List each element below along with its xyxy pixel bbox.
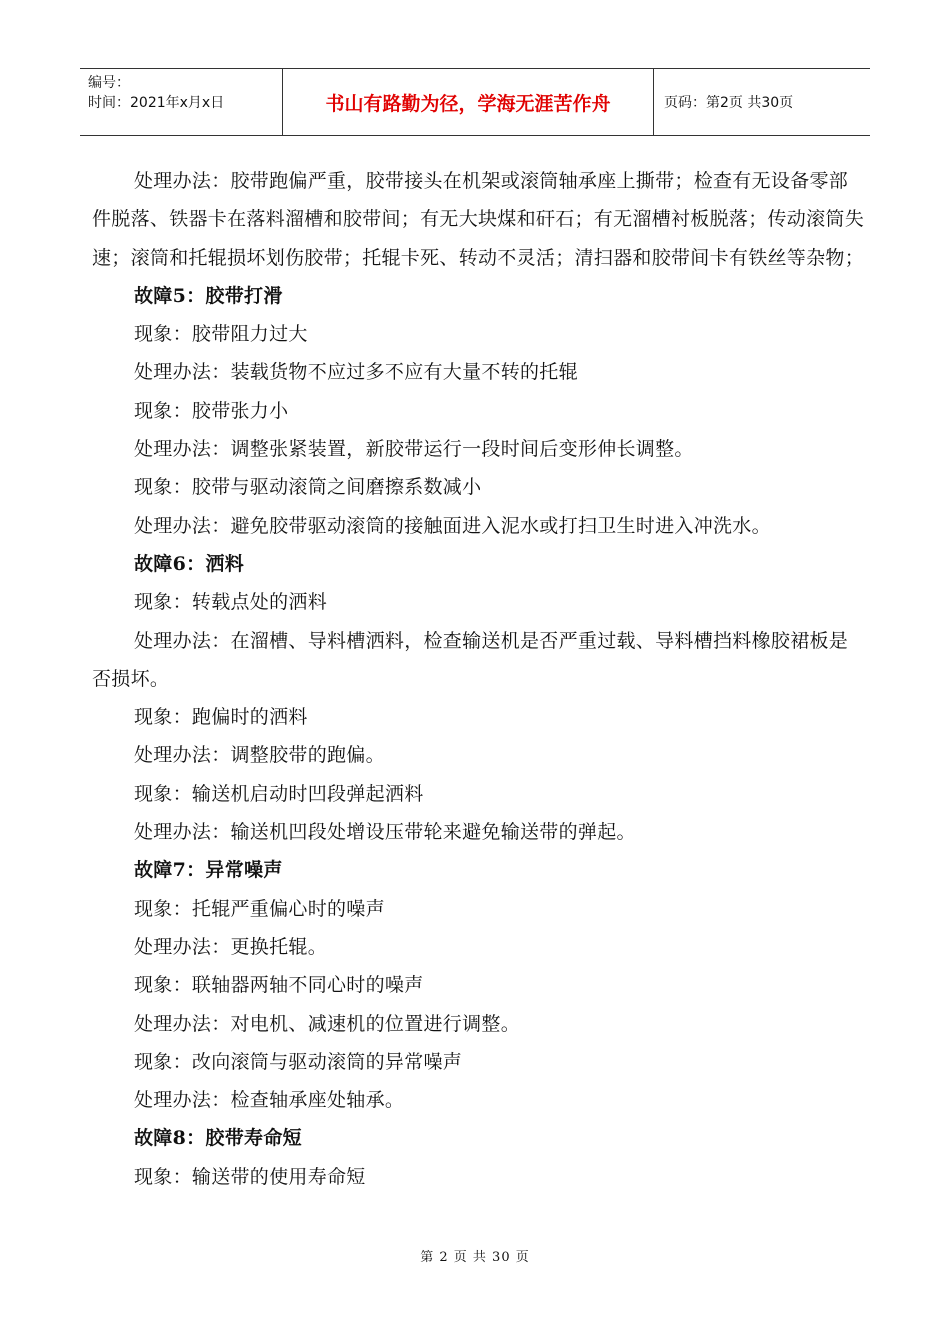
body-paragraph: 处理办法：胶带跑偏严重，胶带接头在机架或滚筒轴承座上撕带；检查有无设备零部件脱落、铁器卡在落料溜槽和胶带间；有无大块煤和矸石；有无溜槽衬板脱落；传动滚筒失速；滚筒和托辊损坏划伤胶带；托辊卡死、转动不灵活；清扫器和胶带间卡有铁丝等杂物； [92,170,865,269]
body-paragraph: 现象：转载点处的洒料 [134,591,328,614]
section-heading: 故障5：胶带打滑 [134,284,283,307]
document-body [92,162,867,1196]
header-motto: 书山有路勤为径，学海无涯苦作舟 [283,69,654,135]
body-paragraph: 现象：胶带与驱动滚筒之间磨擦系数减小 [134,476,482,499]
body-paragraph: 现象：胶带张力小 [134,399,289,422]
number-label: 编号： [88,75,130,91]
body-paragraph: 现象：胶带阻力过大 [134,323,308,346]
body-paragraph: 现象：改向滚筒与驱动滚筒的异常噪声 [134,1050,463,1073]
body-paragraph: 处理办法：更换托辊。 [134,935,328,958]
section-heading: 故障6：洒料 [134,552,245,575]
body-paragraph: 处理办法：对电机、减速机的位置进行调整。 [134,1012,521,1035]
body-paragraph: 处理办法：装载货物不应过多不应有大量不转的托辊 [134,361,578,384]
header-page-info: 页码：第2页 共30页 [664,95,794,111]
section-heading: 故障8：胶带寿命短 [134,1127,302,1150]
section-heading: 故障7：异常噪声 [134,859,283,882]
page-footer: 第 2 页 共 30 页 [420,1250,530,1265]
body-paragraph: 处理办法：避免胶带驱动滚筒的接触面进入泥水或打扫卫生时进入冲洗水。 [134,514,771,537]
time-label: 时间：2021年x月x日 [88,95,225,111]
body-paragraph: 处理办法：调整胶带的跑偏。 [134,744,385,767]
header-meta [80,69,283,135]
body-paragraph: 现象：联轴器两轴不同心时的噪声 [134,974,424,997]
body-paragraph: 处理办法：检查轴承座处轴承。 [134,1089,405,1112]
body-paragraph: 处理办法：调整张紧装置，新胶带运行一段时间后变形伸长调整。 [134,438,694,461]
page-header [80,68,870,136]
body-paragraph: 处理办法：输送机凹段处增设压带轮来避免输送带的弹起。 [134,821,636,844]
body-paragraph: 现象：输送机启动时凹段弹起洒料 [134,782,424,805]
body-paragraph: 处理办法：在溜槽、导料槽洒料，检查输送机是否严重过载、导料槽挡料橡胶裙板是否损坏。 [92,629,849,690]
body-paragraph: 现象：输送带的使用寿命短 [134,1165,366,1188]
body-paragraph: 现象：托辊严重偏心时的噪声 [134,897,385,920]
body-paragraph: 现象：跑偏时的洒料 [134,706,308,729]
